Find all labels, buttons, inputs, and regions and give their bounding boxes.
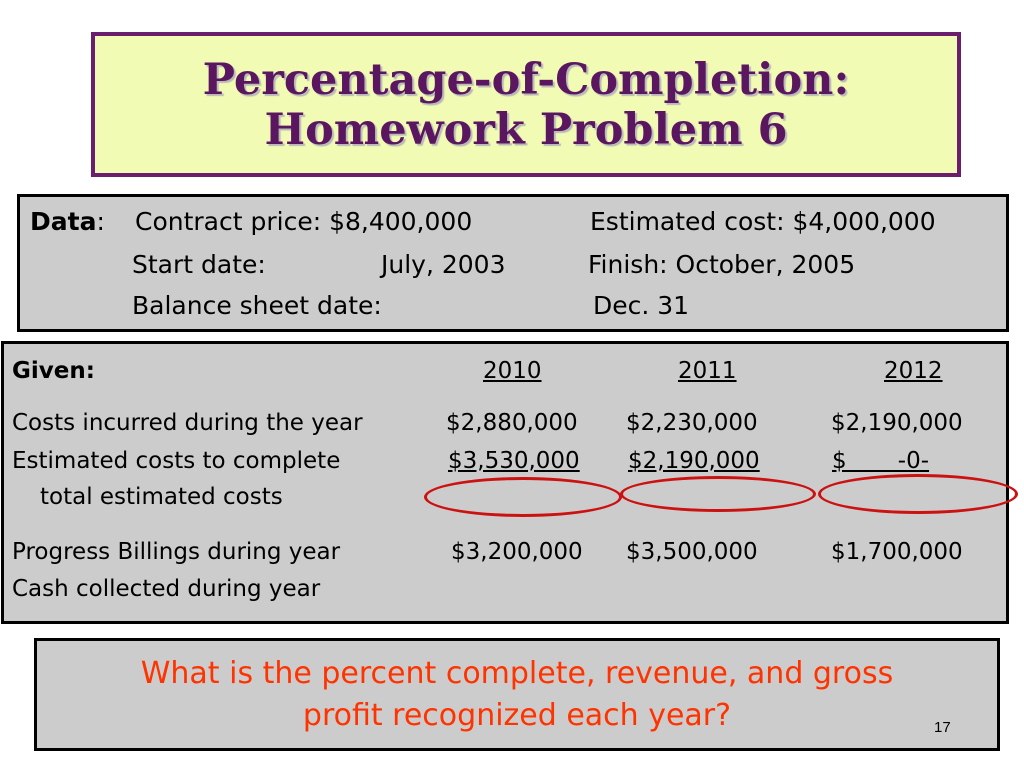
year-header-2012: 2012 (884, 358, 943, 384)
row-label-estimated-costs: Estimated costs to complete (12, 448, 341, 474)
cell-estimated-costs-2012: $ -0- (832, 448, 930, 474)
title-box (91, 32, 961, 177)
estimated-cost: Estimated cost: $4,000,000 (590, 207, 936, 236)
row-label-costs-incurred: Costs incurred during the year (12, 410, 363, 436)
year-header-2010: 2010 (483, 358, 542, 384)
cell-progress-billings-2011: $3,500,000 (626, 539, 758, 565)
cell-progress-billings-2012: $1,700,000 (831, 539, 963, 565)
row-label-cash-collected: Cash collected during year (12, 576, 321, 602)
cell-progress-billings-2010: $3,200,000 (451, 539, 583, 565)
cell-costs-incurred-2010: $2,880,000 (446, 410, 578, 436)
data-colon: : (96, 207, 105, 236)
title-line-2: Homework Problem 6 (264, 104, 788, 155)
given-label: Given: (12, 358, 95, 384)
start-date-label: Start date: (132, 250, 266, 279)
cell-costs-incurred-2011: $2,230,000 (626, 410, 758, 436)
balance-sheet-label: Balance sheet date: (132, 291, 382, 320)
data-label-row (30, 207, 105, 237)
data-box (17, 194, 1009, 332)
row-label-total-estimated-costs: total estimated costs (40, 484, 283, 510)
cell-estimated-costs-2011: $2,190,000 (628, 448, 760, 474)
contract-price: Contract price: $8,400,000 (135, 207, 473, 236)
row-label-progress-billings: Progress Billings during year (12, 539, 341, 565)
question-line-2: profit recognized each year? (302, 698, 732, 733)
answer-circle-2012 (818, 474, 1018, 514)
answer-circle-2010 (424, 477, 622, 517)
question-line-1: What is the percent complete, revenue, and gross (140, 656, 894, 691)
page-number: 17 (934, 719, 951, 736)
data-label: Data (30, 207, 97, 236)
title-line-1: Percentage-of-Completion: (202, 54, 850, 105)
question-text (37, 653, 997, 737)
cell-estimated-costs-2010: $3,530,000 (448, 448, 580, 474)
answer-circle-2011 (620, 476, 816, 512)
finish-date: Finish: October, 2005 (588, 250, 856, 279)
cell-costs-incurred-2012: $2,190,000 (831, 410, 963, 436)
question-box (34, 638, 1000, 751)
balance-sheet-value: Dec. 31 (593, 291, 690, 320)
year-header-2011: 2011 (678, 358, 737, 384)
start-date-value: July, 2003 (381, 250, 506, 279)
